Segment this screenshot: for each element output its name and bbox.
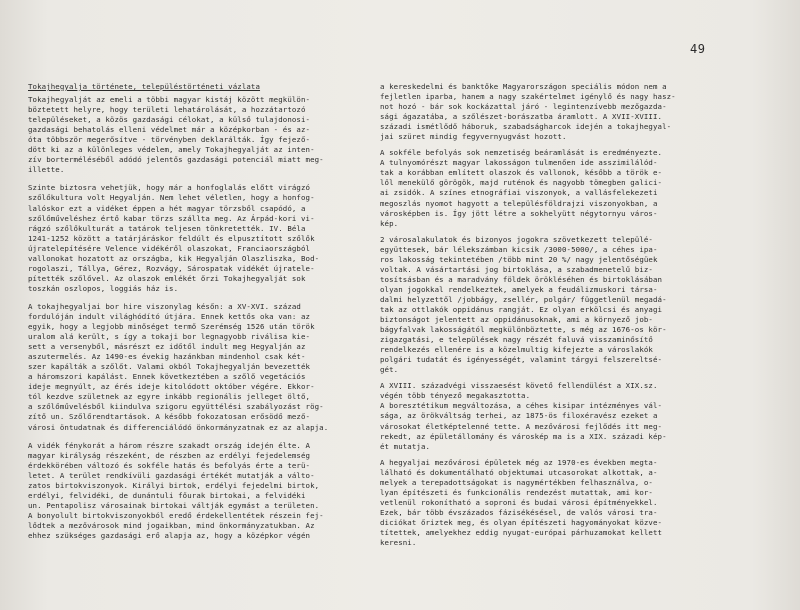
paragraph: Tokajhegyalját az emeli a többi magyar kistáj között megkülön- böztetett helyre, hogy területi lehatárolását, a hozzátartozó településeket, a közös gazdasági célokat, a külső tulajdonosi- gazdasági behatolás elleni védelmet már a középkorban - és az- óta többször megerősítve - törvényben deklarálták. Így fejező- dött ki az a különleges védelem, amely Tokajhegyalját az inten- zív borterméléséből adódó jelentős gazdasági potenciál miatt meg- illette. [28,95,324,175]
paragraph: Szinte biztosra vehetjük, hogy már a honfoglalás előtt virágzó szőlőkultura volt Hegyalján. Nem lehet véletlen, hogy a honfog- lalóskor ezt a vidéket éppen a hét magyar törzsből csapódó, a szőlőműveléshez értő kabar törzs szállta meg. Az Árpád-kori vi- rágzó szőlőkulturát a tatárok teljesen tönkretették. IV. Béla 1241-1252 között a tatárjáráskor feldúlt és elpusztított szőlők újratelepítésére Velence vidékéről olaszokat, Franciaországból vallonokat hozatott az országba, kik Hegyalján Olaszliszka, Bod- rogolaszi, Tállya, Gérez, Rozvágy, Sárospatak vidékét újratele- pítették szőlővel. Az olaszok emlékét őrzi Tokajhegyalját sok toszkán oszlopos, loggiás ház is. [28,183,320,293]
paragraph: A XVIII. századvégi visszaesést követő fellendülést a XIX.sz. végén több tényező megakasztotta. A boresztétikum megváltozása, a céhes kisipar intézményes vál- sága, az örökváltság terhei, az 1875-ös filoxéravész ezeket a városokat életképtelenné tette. A mezővárosi fejlődés itt meg- rekedt, az épületállomány és városkép ma is a XIX. századi kép- ét mutatja. [380,381,667,451]
paragraph: a kereskedelmi és banktőke Magyarországon speciális módon nem a fejletlen iparba, hanem a nagy szakértelmet igénylő és nagy hasz- not hozó - bár sok kockázattal járó - legintenzívebb mezőgazda- sági ágazatába, a szőlészet-borászatba áramlott. A XVII-XVIII. századi ismétlődő háboruk, szabadságharcok idején a tokajhegyal- jai szüret mindig fegyvernyugvást hozott. [380,82,676,142]
paragraph: 2 városalakulatok és bizonyos jogokra szövetkezett települé- együttesek, bár lélekszámban kicsik /3000-5000/, a céhes ipa- ros lakosság tekintetében /több mint 20 %/ nagy jelentőségüek voltak. A vásártartási jog birtoklása, a szabadmenetelű biz- tosítsásban és a maradvány földek örökléséhen és birtoklásában olyan jogokkal rendelkeztek, amelyek a feudálizmuskori társa- dalmi helyzettől /jobbágy, zsellér, polgár/ függetlenül megadá- tak az ottlakók oppidánus rangját. Ez olyan erkölcsi és anyagi biztonságot jelentett az oppidánusoknak, ami a környező job- bágyfalvak lakosságától megkülönböztette, s még az 1676-os kör- zigazgatási, e települések nagy részét faluvá visszaminősítő rendelkezés ellenére is a közelmultig kifejezte a városlakók polgári tudatát és igényességét, valamint tárgyi felszereltsé- gét. [380,234,667,375]
paragraph: A sokféle befolyás sok nemzetiség beáramlását is eredményezte. A tulnyomórészt magyar lakosságon tulmenően ide asszimilálód- tak a korábban említett olaszok és vallonok, később a török e- lől menekülő görögök, majd ruténok és nagyobb tömegben galici- ai zsidók. A színes etnográfiai viszonyok, a vallásfelekezeti megoszlás nyomot hagyott a településföldrajzi viszonyokban, a városképben is. Így jött létre a sokhelyütt négytornyu város- kép. [380,148,663,228]
paragraph: A hegyaljai mezővárosi épületek még az 1970-es években megta- lálható és dokumentálható objektumai utcasorokat alkottak, a- melyek a terepadottságokat is nagymértékben felhasználva, o- lyan építészeti és funkcionális rendezést mutattak, ami kor- vetlenül rokonítható a soproni és budai városi építményekkel. Ezek, bár több évszázados fázisékésésel, de valós városi tra- diciókat őriztek meg, és olyan építészeti hagyományokat közve- títettek, amelyekhez eddig nyugat-európai párhuzamokat kellett keresni. [380,457,663,548]
section-heading: Tokajhegyalja története, településtörténeti vázlata [28,82,261,91]
page-number: 49 [690,42,706,56]
left-column [28,82,368,549]
right-column [380,82,770,554]
paragraph: A vidék fénykorát a három részre szakadt ország idején élte. A magyar királyság részeként, de részben az erdélyi fejedelemség érdekkörében változó és sokféle hatás és befolyás érte a terü- letet. A terület rendkívüli gazdasági értékét mutatják a válto- zatos birtokviszonyok. Királyi birtok, erdélyi fejedelmi birtok, erdélyi, felvidéki, de dunántuli főurak birtokai, a felvidéki un. Pentapolisz városainak birtokai váltják egymást a területen. A bonyolult birtokviszonyokból eredő érdekellentétek részein fej- lődtek a mezővárosok mind jogaikban, mind önkormányzatukban. Az ehhez szükséges gazdasági erő alapja az, hogy a középkor végén [28,440,324,540]
paragraph: A tokajhegyaljai bor hire viszonylag későn: a XV-XVI. század fordulóján indult világhódító útjára. Ennek kettős oka van: az egyik, hogy a legjobb minőséget termő Szerémség 1526 után török uralom alá került, s így a tokaji bor legnagyobb riválisa kie- sett a versenyből, másrészt ez időtől indult meg Hegyalján az aszutermelés. Az 1490-es évekig hazánkban mindenhol csak két- szer kapálták a szőlőt. Valami okból Tokajhegyalján bevezették a háromszori kapálást. Ennek következtében a szőlő vegetációs ideje megnyúlt, az érés ideje kitolódott október végére. Ekkor- tól kezdve születnek az egyre inkább regionális jelleget öltő, a szőlőművelésből kiindulva szigoru együttélési szabályozást rög- zítő un. Szőlőrendtartások. A később fokozatosan erősödő mező- városi öntudatnak és differenciálódó önkormányzatnak ez az alapja. [28,301,329,432]
